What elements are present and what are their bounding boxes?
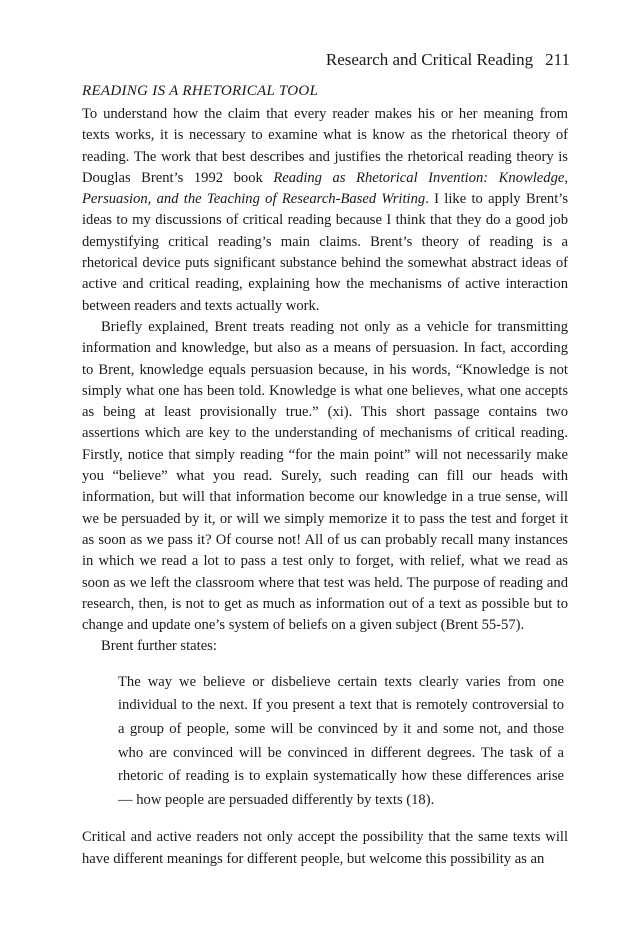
page-number: 211: [545, 50, 570, 69]
page-body: [82, 80, 568, 870]
paragraph-1-text-b: . I like to apply Brent’s ideas to my discussions of critical reading because I think that they do a good job demystifying critical reading’s main claims. Brent’s theory of reading is a rhetorical device puts significant substance behind the somewhat abstract ideas of active and critical reading, explaining how the mechanisms of active interaction between readers and texts actually work.: [82, 191, 568, 314]
section-heading: READING IS A RHETORICAL TOOL: [82, 83, 319, 99]
paragraph-4: Critical and active readers not only accept the possibility that the same texts will have different meanings for different people, but welcome this possibility as an: [82, 829, 568, 867]
block-quote: The way we believe or disbelieve certain texts clearly varies from one individual to the next. If you present a text that is remotely controversial to a group of people, some will be convinced by it and some not, and those who are convinced will be convinced in different degrees. The task of a rhetoric of reading is to explain systematically how these differences arise— how people are persuaded differently by texts (18).: [118, 673, 564, 808]
paragraph-2: Briefly explained, Brent treats reading not only as a vehicle for transmitting information and knowledge, but also as a means of persuasion. In fact, according to Brent, knowledge equals persuasion because, in his words, “Knowledge is not simply what one has been told. Knowledge is what one believes, what one accepts as being at least provisionally true.” (xi). This short passage contains two assertions which are key to the understanding of mechanisms of critical reading. Firstly, notice that simply reading “for the main point” will not necessarily make you “believe” what you read. Surely, such reading can fill our heads with information, but will that information become our knowledge in a true sense, will we be persuaded by it, or will we simply memorize it to pass the test and forget it as soon as we pass it? Of course not! All of us can probably recall many instances in which we read a lot to pass a test only to forget, with relief, what we read as soon as we left the classroom where that test was held. The purpose of reading and research, then, is not to get as much as information out of a text as possible but to change and update one’s system of beliefs on a given subject (Brent 55-57).: [82, 318, 568, 634]
paragraph-3: Brent further states:: [101, 638, 217, 655]
book-title: Reading as Rhetorical Invention: Knowledge, Persuasion, and the Teaching of Research-Based Writing: [82, 169, 568, 208]
running-title: Research and Critical Reading: [325, 50, 534, 69]
paragraph-1-text-a: To understand how the claim that every reader makes his or her meaning from texts works, it is necessary to examine what is know as the rhetorical theory of reading. The work that best describes and justifies the rhetorical reading theory is Douglas Brent’s 1992 book: [82, 106, 568, 186]
running-header: [326, 50, 570, 70]
paragraph-1: [82, 104, 568, 317]
